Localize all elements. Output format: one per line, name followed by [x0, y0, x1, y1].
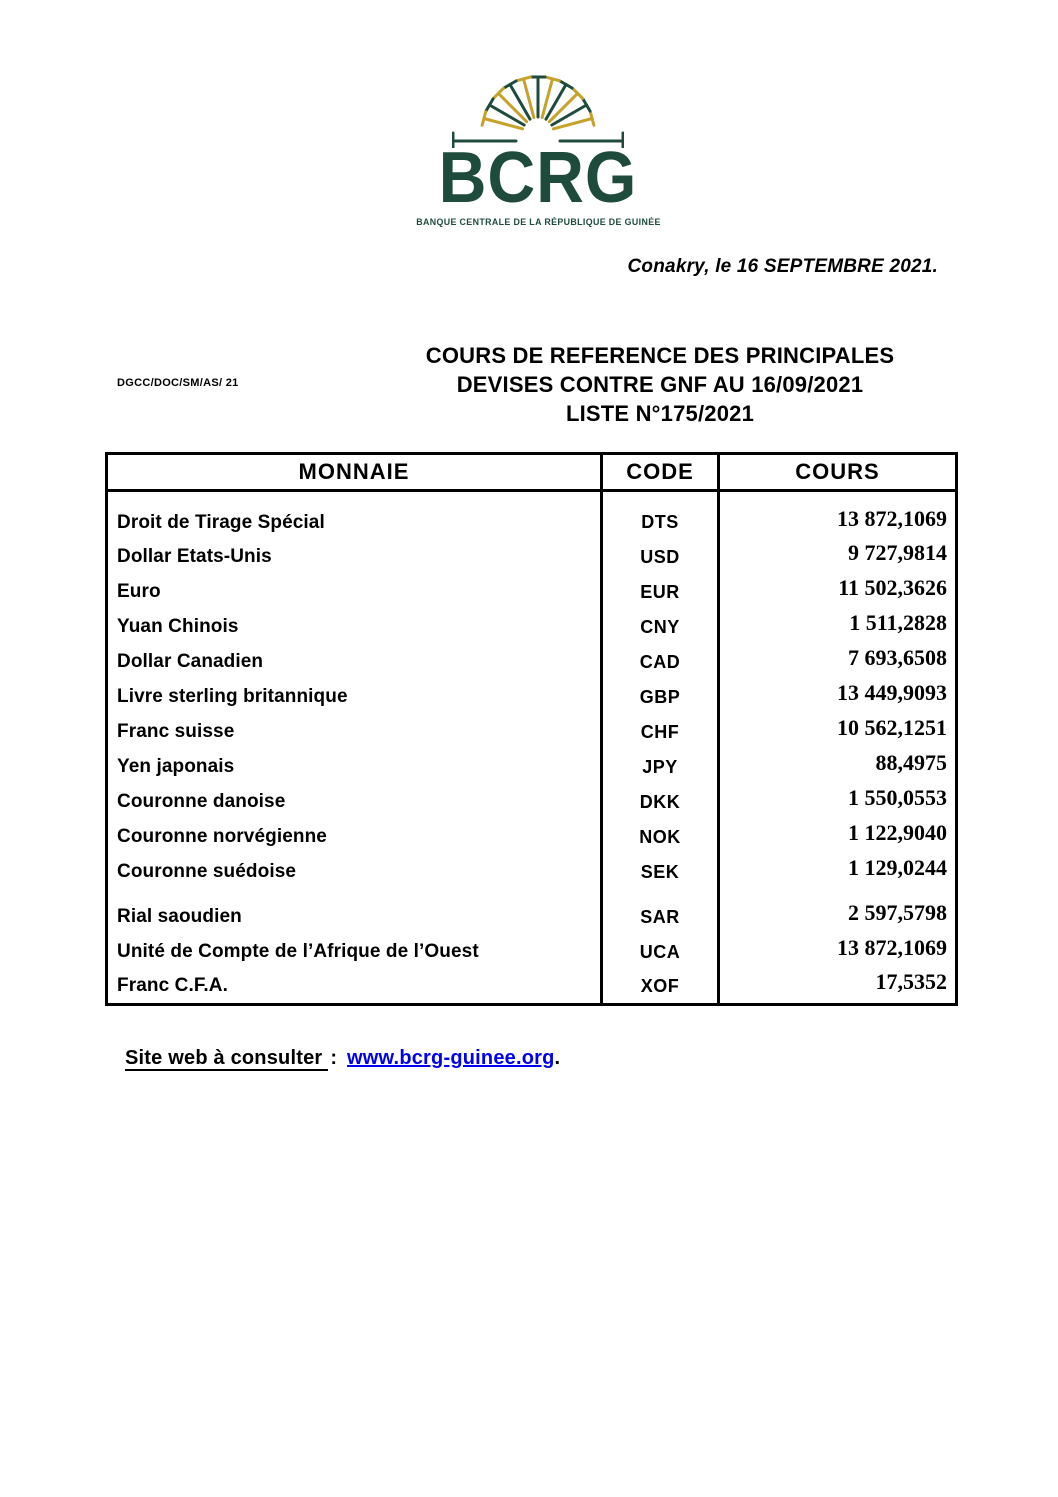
currency-name-cell: Couronne suédoise: [107, 855, 602, 890]
table-row: [107, 890, 957, 935]
currency-name-cell: Rial saoudien: [107, 890, 602, 935]
table-row: [107, 935, 957, 970]
currency-rate-cell: 7 693,6508: [719, 645, 957, 680]
currency-rate-cell: 10 562,1251: [719, 715, 957, 750]
currency-rate-cell: 1 550,0553: [719, 785, 957, 820]
currency-rate-cell: 13 449,9093: [719, 680, 957, 715]
currency-code-cell: CAD: [602, 645, 719, 680]
table-row: [107, 750, 957, 785]
currency-name-cell: Couronne danoise: [107, 785, 602, 820]
currency-code-cell: USD: [602, 540, 719, 575]
sun-rays-icon: [452, 62, 624, 148]
currency-name-cell: Dollar Canadien: [107, 645, 602, 680]
website-separator: :: [330, 1047, 338, 1069]
table-row: [107, 785, 957, 820]
website-line: [125, 1047, 560, 1070]
currency-code-cell: CNY: [602, 610, 719, 645]
currency-code-cell: SEK: [602, 855, 719, 890]
currency-rate-cell: 9 727,9814: [719, 540, 957, 575]
currency-name-cell: Dollar Etats-Unis: [107, 540, 602, 575]
currency-name-cell: Franc C.F.A.: [107, 970, 602, 1005]
currency-rate-cell: 1 122,9040: [719, 820, 957, 855]
table-row: [107, 610, 957, 645]
currency-rate-cell: 17,5352: [719, 970, 957, 1005]
currency-rate-cell: 1 129,0244: [719, 855, 957, 890]
currency-name-cell: Droit de Tirage Spécial: [107, 491, 602, 540]
currency-name-cell: Yen japonais: [107, 750, 602, 785]
table-row: [107, 575, 957, 610]
currency-rate-cell: 13 872,1069: [719, 491, 957, 540]
currency-name-cell: Euro: [107, 575, 602, 610]
title-line-3: LISTE N°175/2021: [565, 401, 755, 426]
table-row: [107, 855, 957, 890]
currency-code-cell: XOF: [602, 970, 719, 1005]
currency-code-cell: DKK: [602, 785, 719, 820]
currency-rate-cell: 1 511,2828: [719, 610, 957, 645]
currency-name-cell: Yuan Chinois: [107, 610, 602, 645]
currency-code-cell: NOK: [602, 820, 719, 855]
header-code: CODE: [602, 454, 719, 491]
dateline: Conakry, le 16 SEPTEMBRE 2021.: [627, 256, 938, 277]
currency-code-cell: SAR: [602, 890, 719, 935]
logo-tagline: BANQUE CENTRALE DE LA RÉPUBLIQUE DE GUINÉE: [415, 217, 661, 228]
currency-rate-cell: 11 502,3626: [719, 575, 957, 610]
currency-code-cell: EUR: [602, 575, 719, 610]
currency-name-cell: Unité de Compte de l’Afrique de l’Ouest: [107, 935, 602, 970]
header-cours: COURS: [719, 454, 957, 491]
table-row: [107, 540, 957, 575]
table-body: [107, 491, 957, 1005]
title-line-1: COURS DE REFERENCE DES PRINCIPALES: [425, 343, 895, 368]
currency-name-cell: Couronne norvégienne: [107, 820, 602, 855]
currency-rate-cell: 88,4975: [719, 750, 957, 785]
table-row: [107, 491, 957, 540]
table-row: [107, 970, 957, 1005]
currency-code-cell: DTS: [602, 491, 719, 540]
table-header-row: [107, 454, 957, 491]
website-label: Site web à consulter: [125, 1047, 328, 1071]
document-title: [310, 341, 1010, 428]
table-row: [107, 680, 957, 715]
website-link[interactable]: www.bcrg-guinee.org: [347, 1047, 555, 1069]
table-row: [107, 820, 957, 855]
title-line-2: DEVISES CONTRE GNF AU 16/09/2021: [456, 372, 864, 397]
currency-name-cell: Livre sterling britannique: [107, 680, 602, 715]
header-monnaie: MONNAIE: [107, 454, 602, 491]
website-suffix: .: [554, 1047, 561, 1069]
table-row: [107, 715, 957, 750]
currency-code-cell: GBP: [602, 680, 719, 715]
logo-wordmark: BCRG: [438, 138, 638, 218]
table-row: [107, 645, 957, 680]
currency-code-cell: UCA: [602, 935, 719, 970]
exchange-rates-table: [105, 452, 958, 1006]
currency-rate-cell: 2 597,5798: [719, 890, 957, 935]
currency-code-cell: JPY: [602, 750, 719, 785]
currency-code-cell: CHF: [602, 715, 719, 750]
currency-name-cell: Franc suisse: [107, 715, 602, 750]
reference-code: DGCC/DOC/SM/AS/ 21: [117, 377, 239, 389]
bcrg-logo: [407, 62, 669, 228]
currency-rate-cell: 13 872,1069: [719, 935, 957, 970]
